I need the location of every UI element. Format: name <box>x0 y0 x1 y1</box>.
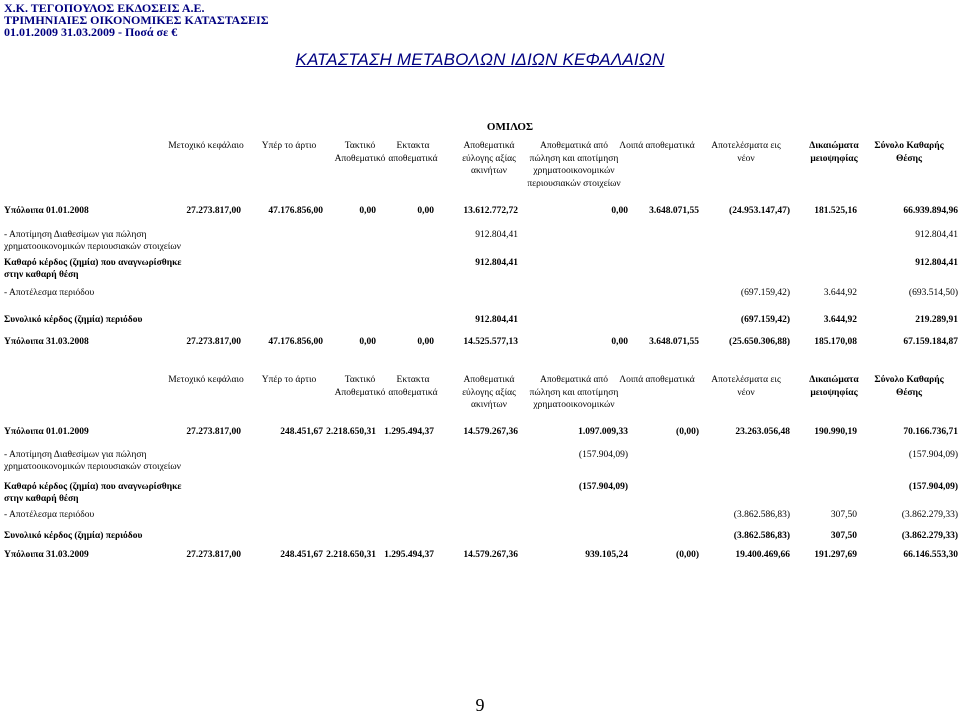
column-header: Λοιπά αποθεματικά <box>619 141 695 151</box>
table-cell: (693.514,50) <box>908 288 958 298</box>
table-cell: (3.862.586,83) <box>733 510 790 520</box>
table-cell: (0,00) <box>676 550 699 560</box>
table-cell: 307,50 <box>830 531 857 541</box>
table-cell: 47.176.856,00 <box>268 206 323 216</box>
table-cell: (697.159,42) <box>740 288 790 298</box>
row-label-continued: χρηματοοικονομικών περιουσιακών στοιχείων <box>4 242 181 252</box>
table-cell: 0,00 <box>359 337 376 347</box>
column-header: Αποθεματικά εύλογης αξίας ακινήτων <box>462 141 516 176</box>
row-label: Συνολικό κέρδος (ζημία) περιόδου <box>4 531 143 541</box>
table-cell: 185.170,08 <box>814 337 857 347</box>
column-header: Εκτακτα αποθεματικά <box>388 375 438 398</box>
table-cell: 27.273.817,00 <box>186 427 241 437</box>
table-cell: 27.273.817,00 <box>186 206 241 216</box>
table-cell: 14.579.267,36 <box>463 427 518 437</box>
row-label: Καθαρό κέρδος (ζημία) που αναγνωρίσθηκε <box>4 258 182 268</box>
table-cell: 912.804,41 <box>915 230 958 240</box>
column-header: Τακτικό Αποθεματικό <box>334 141 386 164</box>
table-cell: 1.295.494,37 <box>384 550 434 560</box>
column-header: Μετοχικό κεφάλαιο <box>168 375 244 385</box>
column-header: Δικαιώματα μειοψηφίας <box>809 141 859 164</box>
table-cell: (3.862.279,33) <box>901 531 958 541</box>
row-label-continued: χρηματοοικονομικών περιουσιακών στοιχείων <box>4 462 181 472</box>
row-label: Καθαρό κέρδος (ζημία) που αναγνωρίσθηκε <box>4 482 182 492</box>
table-cell: 1.295.494,37 <box>384 427 434 437</box>
column-header: Αποθεματικά εύλογης αξίας ακινήτων <box>462 375 516 410</box>
table-cell: 23.263.056,48 <box>735 427 790 437</box>
table-cell: 248.451,67 <box>280 550 323 560</box>
table-cell: 248.451,67 <box>280 427 323 437</box>
column-header: Αποθεματικά από πώληση και αποτίμηση χρηματοοικονομικών περιουσιακών στοιχείων <box>527 141 621 189</box>
row-label-continued: στην καθαρή θέση <box>4 270 79 280</box>
table-cell: 14.525.577,13 <box>463 337 518 347</box>
table-cell: (157.904,09) <box>578 482 628 492</box>
report-subtitle: ΤΡΙΜΗΝΙΑΙΕΣ ΟΙΚΟΝΟΜΙΚΕΣ ΚΑΤΑΣΤΑΣΕΙΣ <box>4 13 269 27</box>
table-cell: 0,00 <box>611 337 628 347</box>
row-label: Υπόλοιπα 01.01.2008 <box>4 206 89 216</box>
table-cell: 912.804,41 <box>915 258 958 268</box>
table-cell: 1.097.009,33 <box>578 427 628 437</box>
column-header: Τακτικό Αποθεματικό <box>334 375 386 398</box>
table-cell: 3.648.071,55 <box>649 337 699 347</box>
table-cell: 27.273.817,00 <box>186 550 241 560</box>
table-cell: 3.644,92 <box>823 288 857 298</box>
table-cell: 67.159.184,87 <box>903 337 958 347</box>
table-cell: 0,00 <box>417 206 434 216</box>
table-cell: (157.904,09) <box>578 450 628 460</box>
table-cell: 3.644,92 <box>823 315 857 325</box>
table-cell: (0,00) <box>676 427 699 437</box>
table-cell: 19.400.469,66 <box>735 550 790 560</box>
row-label: - Αποτίμηση Διαθεσίμων για πώληση <box>4 230 147 240</box>
table-cell: 939.105,24 <box>585 550 628 560</box>
table-cell: 0,00 <box>359 206 376 216</box>
table-cell: 27.273.817,00 <box>186 337 241 347</box>
company-name: Χ.Κ. ΤΕΓΟΠΟΥΛΟΣ ΕΚΔΟΣΕΙΣ Α.Ε. <box>4 1 205 15</box>
table-cell: 47.176.856,00 <box>268 337 323 347</box>
row-label: - Αποτέλεσμα περιόδου <box>4 288 95 298</box>
column-header: Αποτελέσματα εις νέον <box>711 375 781 398</box>
table-cell: 66.146.553,30 <box>903 550 958 560</box>
table-cell: 191.297,69 <box>814 550 857 560</box>
table-cell: 0,00 <box>417 337 434 347</box>
row-label-continued: στην καθαρή θέση <box>4 494 79 504</box>
column-header: Λοιπά αποθεματικά <box>619 375 695 385</box>
column-header: Υπέρ το άρτιο <box>261 375 317 385</box>
report-period: 01.01.2009 31.03.2009 - Ποσά σε € <box>4 25 178 39</box>
column-header: Μετοχικό κεφάλαιο <box>168 141 244 151</box>
column-header: Αποθεματικά από πώληση και αποτίμηση χρηματοοικονομικών <box>529 375 619 410</box>
table-cell: 3.648.071,55 <box>649 206 699 216</box>
table-cell: (3.862.279,33) <box>901 510 958 520</box>
row-label: Υπόλοιπα 31.03.2009 <box>4 550 89 560</box>
table-cell: 2.218.650,31 <box>326 550 376 560</box>
row-label: Υπόλοιπα 01.01.2009 <box>4 427 89 437</box>
table-cell: (24.953.147,47) <box>729 206 790 216</box>
table-cell: 912.804,41 <box>475 258 518 268</box>
table-cell: 14.579.267,36 <box>463 550 518 560</box>
column-header: Δικαιώματα μειοψηφίας <box>809 375 859 398</box>
page-number: 9 <box>475 695 485 715</box>
table-cell: 219.289,91 <box>915 315 958 325</box>
table-cell: 0,00 <box>611 206 628 216</box>
row-label: - Αποτέλεσμα περιόδου <box>4 510 95 520</box>
table-cell: 912.804,41 <box>475 230 518 240</box>
column-header: Εκτακτα αποθεματικά <box>388 141 438 164</box>
row-label: - Αποτίμηση Διαθεσίμων για πώληση <box>4 450 147 460</box>
table-cell: (697.159,42) <box>740 315 790 325</box>
row-label: Συνολικό κέρδος (ζημία) περιόδου <box>4 315 143 325</box>
row-label: Υπόλοιπα 31.03.2008 <box>4 337 89 347</box>
table-cell: (157.904,09) <box>908 482 958 492</box>
table-cell: 307,50 <box>830 510 857 520</box>
table-cell: (3.862.586,83) <box>733 531 790 541</box>
column-header: Σύνολο Καθαρής Θέσης <box>874 375 944 398</box>
column-header: Υπέρ το άρτιο <box>261 141 317 151</box>
table-cell: (25.650.306,88) <box>729 337 790 347</box>
table-cell: (157.904,09) <box>908 450 958 460</box>
table-cell: 912.804,41 <box>475 315 518 325</box>
table-cell: 181.525,16 <box>814 206 857 216</box>
table-cell: 2.218.650,31 <box>326 427 376 437</box>
page-title: ΚΑΤΑΣΤΑΣΗ ΜΕΤΑΒΟΛΩΝ ΙΔΙΩΝ ΚΕΦΑΛΑΙΩΝ <box>295 50 665 69</box>
column-header: Σύνολο Καθαρής Θέσης <box>874 141 944 164</box>
table-cell: 13.612.772,72 <box>463 206 518 216</box>
table-cell: 70.166.736,71 <box>903 427 958 437</box>
column-header: Αποτελέσματα εις νέον <box>711 141 781 164</box>
table-cell: 66.939.894,96 <box>903 206 958 216</box>
group-label: ΟΜΙΛΟΣ <box>486 121 534 133</box>
table-cell: 190.990,19 <box>814 427 857 437</box>
